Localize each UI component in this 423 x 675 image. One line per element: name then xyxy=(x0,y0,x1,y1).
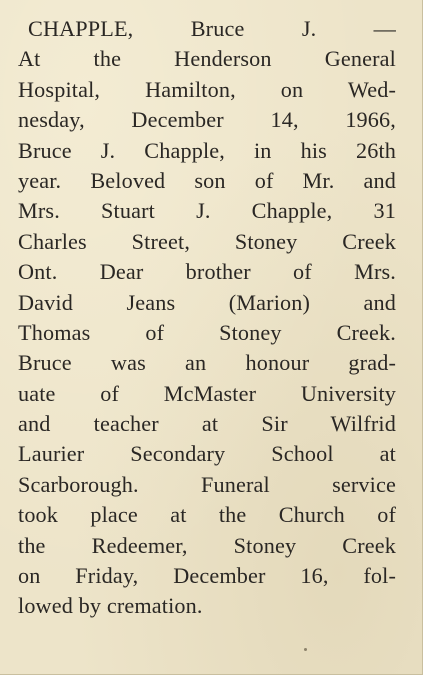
obituary-line-7: Mrs. Stuart J. Chapple, 31 xyxy=(18,198,396,224)
obituary-line-15: Laurier Secondary School at xyxy=(18,441,396,467)
obituary-line-12: Bruce was an honour grad- xyxy=(18,350,396,376)
obituary-line-17: took place at the Church of xyxy=(18,502,396,528)
obituary-line-11: Thomas of Stoney Creek. xyxy=(18,319,396,345)
obituary-text xyxy=(18,14,396,622)
obituary-line-5: Bruce J. Chapple, in his 26th xyxy=(18,137,396,163)
obituary-line-14: and teacher at Sir Wilfrid xyxy=(18,411,396,437)
obituary-line-16: Scarborough. Funeral service xyxy=(18,471,396,497)
obituary-line-20: lowed by cremation. xyxy=(18,593,203,619)
obituary-line-4: nesday, December 14, 1966, xyxy=(18,107,396,133)
ink-speck xyxy=(304,648,307,651)
obituary-line-1: CHAPPLE, Bruce J. — xyxy=(28,16,396,41)
obituary-line-3: Hospital, Hamilton, on Wed- xyxy=(18,76,396,102)
obituary-line-2: At the Henderson General xyxy=(18,46,396,72)
obituary-line-10: David Jeans (Marion) and xyxy=(18,289,396,315)
obituary-line-6: year. Beloved son of Mr. and xyxy=(18,167,396,193)
obituary-line-9: Ont. Dear brother of Mrs. xyxy=(18,259,396,285)
obituary-line-13: uate of McMaster University xyxy=(18,380,396,406)
obituary-line-18: the Redeemer, Stoney Creek xyxy=(18,532,396,558)
obituary-line-19: on Friday, December 16, fol- xyxy=(18,563,396,589)
obituary-line-8: Charles Street, Stoney Creek xyxy=(18,228,396,254)
